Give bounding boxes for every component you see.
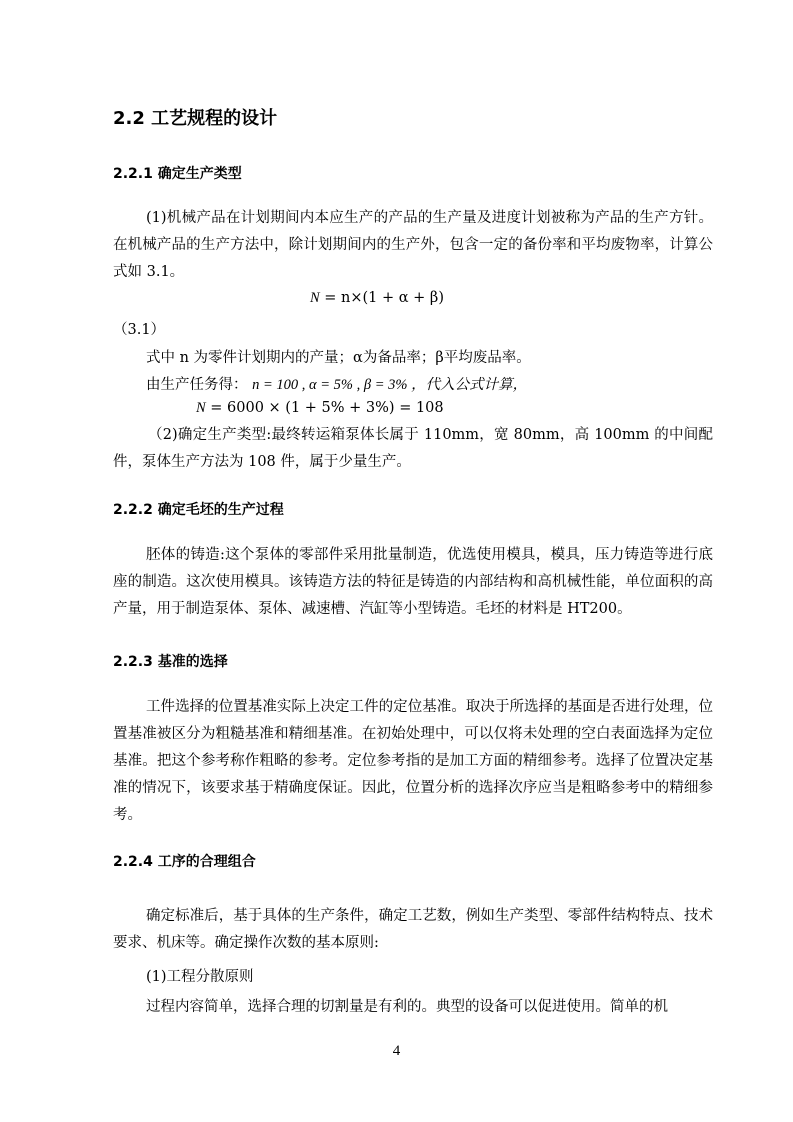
formula-rhs: = n×(1 + α + β) [324,290,444,306]
task-values: n = 100 , α = 5% , β = 3% ，代入公式计算， [252,377,528,393]
paragraph-dispersion-detail: 过程内容简单，选择合理的切割量是有利的。典型的设备可以促进使用。简单的机 [146,999,668,1015]
subsection-heading-2-2-2: 2.2.2 确定毛坯的生产过程 [113,502,284,518]
where-line: 式中 n 为零件计划期内的产量；α为备品率；β平均废品率。 [146,350,531,366]
section-title: 2.2 工艺规程的设计 [113,108,278,129]
paragraph-blank-process: 胚体的铸造:这个泵体的零部件采用批量制造，优选使用模具，模具，压力铸造等进行底座的制造。这次使用模具。该铸造方法的特征是铸造的内部结构和高机械性能，单位面积的高产量，用于制造泵体、泵体、减速槽、汽缸等小型铸造。毛坯的材料是 HT200。 [113,547,713,617]
paragraph-production-class: （2)确定生产类型:最终转运箱泵体长属于 110mm，宽 80mm，高 100mm 的中间配件，泵体生产方法为 108 件，属于少量生产。 [113,427,713,470]
subsection-heading-2-2-1: 2.2.1 确定生产类型 [113,166,242,182]
subsection-heading-2-2-3: 2.2.3 基准的选择 [113,654,228,670]
subsection-heading-2-2-4: 2.2.4 工序的合理组合 [113,854,256,870]
task-prefix: 由生产任务得： [146,377,248,393]
calculation-line [196,400,444,417]
list-item-dispersion-principle: (1)工程分散原则 [146,969,254,985]
paragraph-production-type: (1)机械产品在计划期间内本应生产的产品的生产量及进度计划被称为产品的生产方针。在机械产品的生产方法中，除计划期间内的生产外，包含一定的备份率和平均废物率，计算公式如 3.1。 [113,210,713,280]
calc-lhs: N [196,400,206,416]
equation-label: （3.1） [113,322,166,338]
formula-3-1 [310,290,444,307]
task-line [146,373,527,394]
paragraph-datum-selection: 工件选择的位置基准实际上决定工件的定位基准。取决于所选择的基面是否进行处理，位置基准被区分为粗糙基准和精细基准。在初始处理中，可以仅将未处理的空白表面选择为定位基准。把这个参考称作粗略的参考。定位参考指的是加工方面的精细参考。选择了位置决定基准的情况下，该要求基于精确度保证。因此，位置分析的选择次序应当是粗略参考中的精细参考。 [113,699,713,823]
formula-lhs: N [310,290,320,306]
page-number: 4 [392,1043,401,1059]
paragraph-process-combination: 确定标准后，基于具体的生产条件，确定工艺数，例如生产类型、零部件结构特点、技术要求、机床等。确定操作次数的基本原则: [113,908,713,951]
calc-rhs: = 6000 × (1 + 5% + 3%) = 108 [210,400,444,416]
